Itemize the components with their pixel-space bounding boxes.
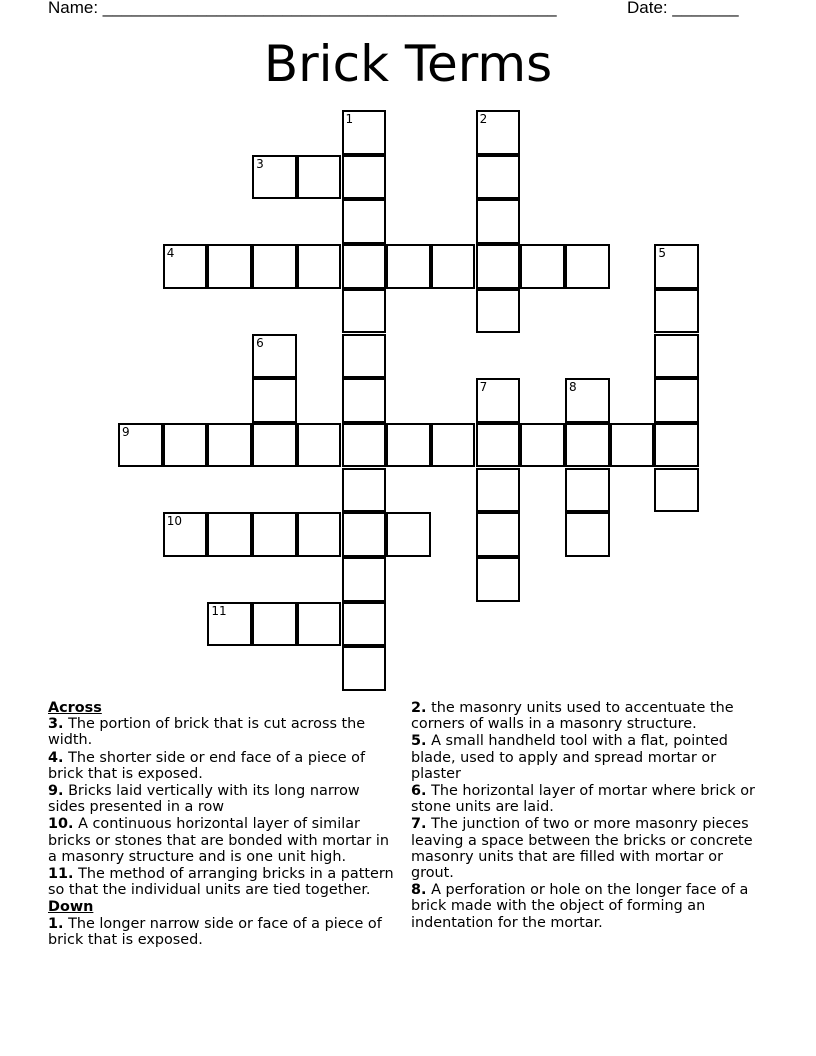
crossword-cell[interactable] (342, 646, 387, 691)
crossword-cell[interactable] (252, 334, 297, 379)
crossword-cell[interactable] (163, 244, 208, 289)
crossword-cell[interactable] (565, 244, 610, 289)
crossword-cell[interactable] (342, 557, 387, 602)
crossword-cell[interactable] (252, 155, 297, 200)
date-field[interactable]: Date: _______ (627, 0, 739, 17)
crossword-cell[interactable] (163, 512, 208, 557)
down-clue: 8. A perforation or hole on the longer face of a brick made with the object of forming an indentation for the mortar. (411, 882, 749, 931)
crossword-cell[interactable] (565, 512, 610, 557)
crossword-cell[interactable] (654, 468, 699, 513)
crossword-cell[interactable] (565, 378, 610, 423)
across-clue: 4. The shorter side or end face of a piece of brick that is exposed. (48, 749, 366, 782)
across-clue: 3. The portion of brick that is cut across the width. (48, 716, 366, 749)
across-heading: Across (48, 700, 102, 716)
clue-number: 2 (479, 112, 488, 126)
crossword-cell[interactable] (297, 423, 342, 468)
crossword-cell[interactable] (476, 423, 521, 468)
down-clue: 6. The horizontal layer of mortar where brick or stone units are laid. (411, 783, 755, 816)
crossword-cell[interactable] (252, 423, 297, 468)
clue-number: 9 (122, 424, 130, 439)
crossword-cell[interactable] (342, 155, 387, 200)
crossword-cell[interactable] (386, 244, 431, 289)
clue-number: 10 (166, 514, 182, 529)
name-field[interactable]: Name: ________________________________________________ (48, 0, 557, 17)
crossword-cell[interactable] (207, 512, 252, 557)
down-clue: 1. The longer narrow side or face of a piece of brick that is exposed. (48, 915, 382, 948)
down-heading: Down (48, 899, 94, 916)
crossword-cell[interactable] (476, 512, 521, 557)
clue-number: 11 (211, 603, 227, 618)
clue-number: 6 (256, 335, 264, 350)
crossword-cell[interactable] (654, 289, 699, 334)
crossword-cell[interactable] (297, 512, 342, 557)
page-title: Brick Terms (263, 35, 553, 93)
crossword-cell[interactable] (342, 334, 387, 379)
crossword-cell[interactable] (610, 423, 655, 468)
crossword-cell[interactable] (342, 199, 387, 244)
clue-number: 1 (345, 112, 354, 126)
crossword-cell[interactable] (654, 334, 699, 379)
crossword-cell[interactable] (476, 155, 521, 200)
clue-number: 5 (658, 246, 667, 261)
clue-number: 8 (569, 380, 577, 395)
crossword-cell[interactable] (476, 199, 521, 244)
crossword-cell[interactable] (520, 423, 565, 468)
clue-number: 7 (479, 380, 488, 395)
crossword-cell[interactable] (297, 155, 342, 200)
crossword-cell[interactable] (342, 602, 387, 647)
crossword-cell[interactable] (476, 468, 521, 513)
crossword-cell[interactable] (386, 512, 431, 557)
crossword-cell[interactable] (342, 244, 387, 289)
crossword-cell[interactable] (342, 378, 387, 423)
crossword-cell[interactable] (297, 244, 342, 289)
clues-column-left (48, 700, 400, 949)
down-clue: 7. The junction of two or more masonry pieces leaving a space between the bricks or concrete masonry units that are filled with mortar or grout. (411, 816, 753, 882)
crossword-cell[interactable] (252, 244, 297, 289)
crossword-cell[interactable] (654, 378, 699, 423)
crossword-cell[interactable] (252, 602, 297, 647)
crossword-cell[interactable] (163, 423, 208, 468)
crossword-cell[interactable] (476, 289, 521, 334)
crossword-cell[interactable] (342, 110, 387, 155)
clue-number: 3 (256, 156, 264, 171)
crossword-cell[interactable] (476, 110, 521, 155)
down-clue: 5. A small handheld tool with a flat, pointed blade, used to apply and spread mortar or plaster (411, 733, 728, 782)
clues-column-right (411, 700, 756, 932)
crossword-cell[interactable] (565, 468, 610, 513)
crossword-cell[interactable] (476, 244, 521, 289)
crossword-cell[interactable] (476, 378, 521, 423)
crossword-cell[interactable] (252, 378, 297, 423)
crossword-cell[interactable] (252, 512, 297, 557)
crossword-cell[interactable] (342, 423, 387, 468)
crossword-cell[interactable] (654, 423, 699, 468)
crossword-cell[interactable] (431, 244, 476, 289)
crossword-cell[interactable] (476, 557, 521, 602)
crossword-cell[interactable] (565, 423, 610, 468)
across-clue: 11. The method of arranging bricks in a pattern so that the individual units are tied together. (48, 866, 394, 899)
crossword-cell[interactable] (207, 602, 252, 647)
crossword-cell[interactable] (118, 423, 163, 468)
crossword-cell[interactable] (342, 289, 387, 334)
clue-number: 4 (166, 246, 175, 261)
across-clue: 9. Bricks laid vertically with its long narrow sides presented in a row (48, 783, 360, 816)
crossword-cell[interactable] (342, 512, 387, 557)
crossword-cell[interactable] (520, 244, 565, 289)
crossword-cell[interactable] (342, 468, 387, 513)
down-clue: 2. the masonry units used to accentuate the corners of walls in a masonry structure. (411, 700, 734, 733)
crossword-cell[interactable] (431, 423, 476, 468)
crossword-cell[interactable] (207, 244, 252, 289)
crossword-cell[interactable] (386, 423, 431, 468)
crossword-cell[interactable] (654, 244, 699, 289)
across-clue: 10. A continuous horizontal layer of similar bricks or stones that are bonded with mortar in a masonry structure and is one unit high. (48, 816, 389, 865)
crossword-cell[interactable] (207, 423, 252, 468)
crossword-cell[interactable] (297, 602, 342, 647)
